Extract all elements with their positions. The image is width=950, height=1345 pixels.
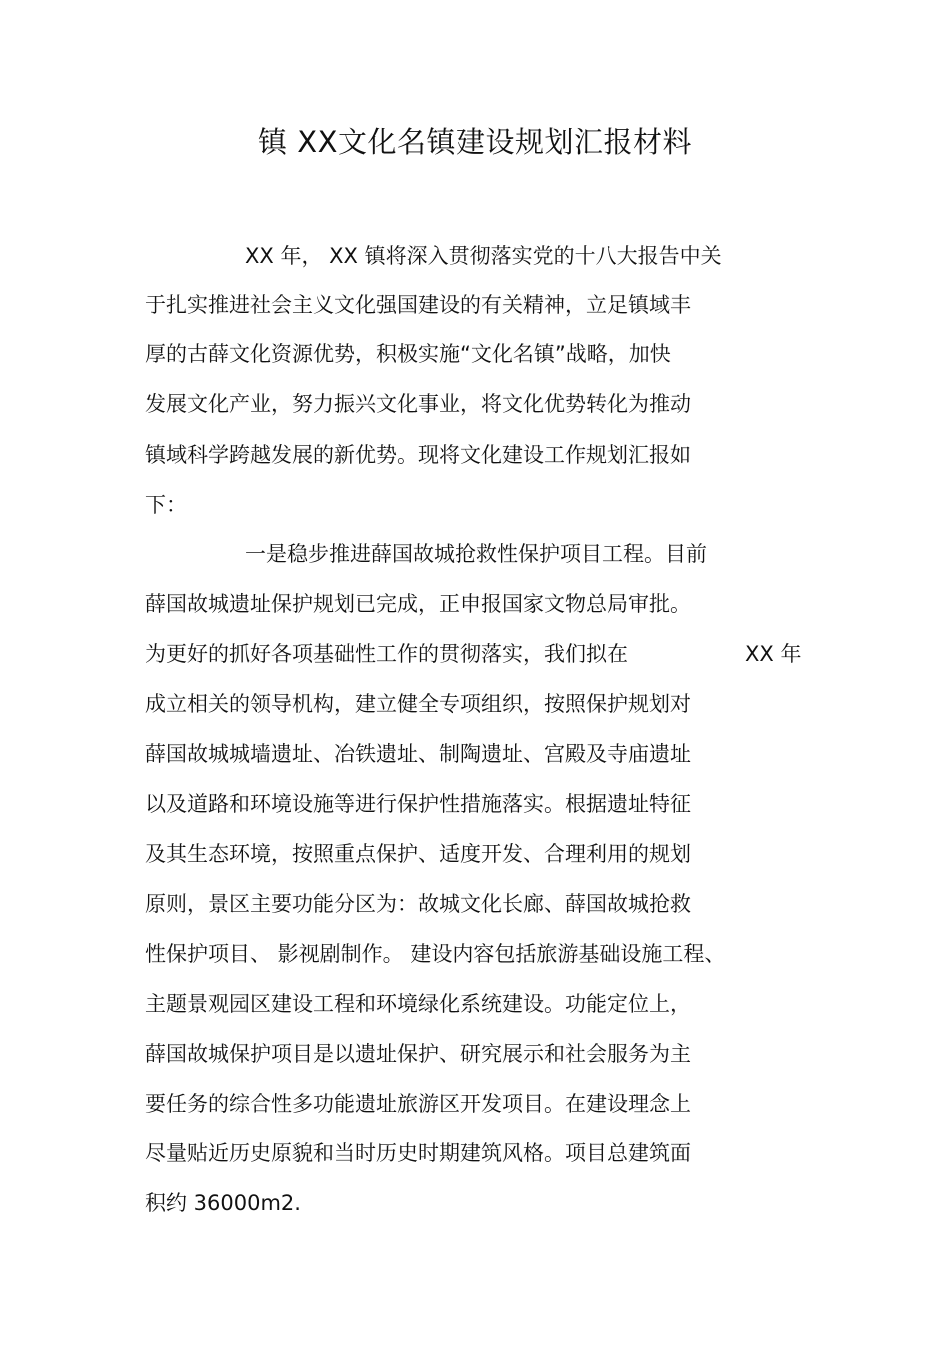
paragraph-2-line-7: 及其生态环境，按照重点保护、适度开发、合理利用的规划 xyxy=(145,842,691,866)
paragraph-1-line-6: 下： xyxy=(145,493,187,517)
paragraph-1-line-5: 镇域科学跨越发展的新优势。现将文化建设工作规划汇报如 xyxy=(145,443,691,467)
paragraph-2-line-9: 性保护项目、 影视剧制作。 建设内容包括旅游基础设施工程、 xyxy=(145,942,726,966)
paragraph-2-line-8: 原则，景区主要功能分区为：故城文化长廊、薛国故城抢救 xyxy=(145,892,691,916)
paragraph-2-line-13: 尽量贴近历史原貌和当时历史时期建筑风格。项目总建筑面 xyxy=(145,1141,691,1165)
paragraph-2-line-1: 一是稳步推进薛国故城抢救性保护项目工程。目前 xyxy=(245,542,707,566)
paragraph-1-line-4: 发展文化产业，努力振兴文化事业，将文化优势转化为推动 xyxy=(145,392,691,416)
paragraph-2-line-10: 主题景观园区建设工程和环境绿化系统建设。功能定位上， xyxy=(145,992,691,1016)
paragraph-1-line-2: 于扎实推进社会主义文化强国建设的有关精神，立足镇域丰 xyxy=(145,293,691,317)
paragraph-2-line-11: 薛国故城保护项目是以遗址保护、研究展示和社会服务为主 xyxy=(145,1042,691,1066)
paragraph-2-line-6: 以及道路和环境设施等进行保护性措施落实。根据遗址特征 xyxy=(145,792,691,816)
paragraph-2-line-14: 积约 36000m2. xyxy=(145,1191,301,1215)
paragraph-2-line-12: 要任务的综合性多功能遗址旅游区开发项目。在建设理念上 xyxy=(145,1092,691,1116)
paragraph-2-line-5: 薛国故城城墙遗址、冶铁遗址、制陶遗址、宫殿及寺庙遗址 xyxy=(145,742,691,766)
paragraph-2-line-4: 成立相关的领导机构，建立健全专项组织，按照保护规划对 xyxy=(145,692,691,716)
paragraph-2-line-3: 为更好的抓好各项基础性工作的贯彻落实，我们拟在 xyxy=(145,642,628,666)
paragraph-2-line-3-tail: XX 年 xyxy=(745,642,802,666)
document-title: 镇 XX文化名镇建设规划汇报材料 xyxy=(258,125,692,159)
paragraph-1-line-3: 厚的古薛文化资源优势，积极实施“文化名镇”战略，加快 xyxy=(145,342,671,366)
paragraph-1-line-1: XX 年， XX 镇将深入贯彻落实党的十八大报告中关 xyxy=(245,244,722,268)
paragraph-2-line-2: 薛国故城遗址保护规划已完成，正申报国家文物总局审批。 xyxy=(145,592,691,616)
